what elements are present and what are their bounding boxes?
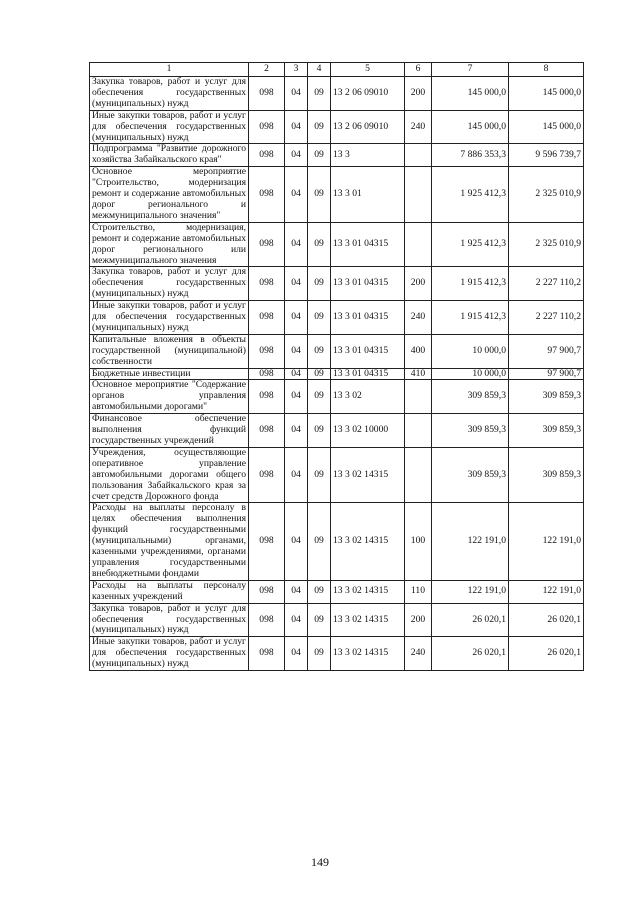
ministry-code-cell: 098 bbox=[249, 222, 285, 267]
row-name-cell: Основное мероприятие "Строительство, модернизация ремонт и содержание автомобильных дорог регионального и межмуниципального значения" bbox=[90, 167, 249, 223]
table-row bbox=[90, 110, 584, 144]
amount-cell: 97 900,7 bbox=[509, 368, 584, 380]
row-name-cell: Закупка товаров, работ и услуг для обеспечения государственных (муниципальных) нужд bbox=[90, 77, 249, 111]
row-name-cell: Расходы на выплаты персоналу в целях обеспечения выполнения функций государственными (муниципальными) органами, казенными учреждениями, органами управления государственными внебюджетными фондами bbox=[90, 503, 249, 580]
amount-cell: 1 915 412,3 bbox=[432, 267, 509, 301]
row-name-cell: Бюджетные инвестиции bbox=[90, 368, 249, 380]
amount-cell: 309 859,3 bbox=[509, 380, 584, 414]
ministry-code-cell: 098 bbox=[249, 267, 285, 301]
amount-cell: 26 020,1 bbox=[432, 637, 509, 671]
section-code-cell: 04 bbox=[285, 110, 308, 144]
budget-table bbox=[89, 62, 584, 671]
expense-type-cell bbox=[405, 167, 432, 223]
section-code-cell: 04 bbox=[285, 167, 308, 223]
column-header: 8 bbox=[509, 63, 584, 77]
table-row bbox=[90, 267, 584, 301]
expense-type-cell bbox=[405, 447, 432, 503]
row-name-cell: Учреждения, осуществляющие оперативное управление автомобильными дорогами общего пользования Забайкальского края за счет средств Дорожного фонда bbox=[90, 447, 249, 503]
row-name-cell: Иные закупки товаров, работ и услуг для обеспечения государственных (муниципальных) нужд bbox=[90, 110, 249, 144]
section-code-cell: 04 bbox=[285, 301, 308, 335]
column-header: 4 bbox=[308, 63, 331, 77]
column-header: 6 bbox=[405, 63, 432, 77]
target-article-cell: 13 3 01 04315 bbox=[331, 267, 405, 301]
table-row bbox=[90, 414, 584, 448]
ministry-code-cell: 098 bbox=[249, 580, 285, 603]
amount-cell: 2 227 110,2 bbox=[509, 267, 584, 301]
section-code-cell: 04 bbox=[285, 334, 308, 368]
target-article-cell: 13 3 01 04315 bbox=[331, 368, 405, 380]
amount-cell: 2 325 010,9 bbox=[509, 167, 584, 223]
section-code-cell: 04 bbox=[285, 77, 308, 111]
row-name-cell: Строительство, модернизация, ремонт и содержание автомобильных дорог регионального или межмуниципального значения bbox=[90, 222, 249, 267]
expense-type-cell: 200 bbox=[405, 77, 432, 111]
subsection-code-cell: 09 bbox=[308, 267, 331, 301]
subsection-code-cell: 09 bbox=[308, 110, 331, 144]
row-name-cell: Финансовое обеспечение выполнения функций государственных учреждений bbox=[90, 414, 249, 448]
target-article-cell: 13 3 01 bbox=[331, 167, 405, 223]
ministry-code-cell: 098 bbox=[249, 603, 285, 637]
column-header: 1 bbox=[90, 63, 249, 77]
section-code-cell: 04 bbox=[285, 603, 308, 637]
target-article-cell: 13 3 02 14315 bbox=[331, 637, 405, 671]
table-row bbox=[90, 144, 584, 167]
amount-cell: 26 020,1 bbox=[509, 603, 584, 637]
section-code-cell: 04 bbox=[285, 447, 308, 503]
target-article-cell: 13 2 06 09010 bbox=[331, 110, 405, 144]
target-article-cell: 13 3 01 04315 bbox=[331, 301, 405, 335]
amount-cell: 309 859,3 bbox=[432, 380, 509, 414]
table-row bbox=[90, 222, 584, 267]
subsection-code-cell: 09 bbox=[308, 580, 331, 603]
amount-cell: 122 191,0 bbox=[509, 580, 584, 603]
expense-type-cell bbox=[405, 144, 432, 167]
ministry-code-cell: 098 bbox=[249, 637, 285, 671]
section-code-cell: 04 bbox=[285, 637, 308, 671]
expense-type-cell: 240 bbox=[405, 637, 432, 671]
ministry-code-cell: 098 bbox=[249, 447, 285, 503]
ministry-code-cell: 098 bbox=[249, 503, 285, 580]
subsection-code-cell: 09 bbox=[308, 222, 331, 267]
ministry-code-cell: 098 bbox=[249, 110, 285, 144]
target-article-cell: 13 2 06 09010 bbox=[331, 77, 405, 111]
section-code-cell: 04 bbox=[285, 380, 308, 414]
ministry-code-cell: 098 bbox=[249, 414, 285, 448]
amount-cell: 9 596 739,7 bbox=[509, 144, 584, 167]
amount-cell: 309 859,3 bbox=[432, 447, 509, 503]
column-header: 7 bbox=[432, 63, 509, 77]
amount-cell: 309 859,3 bbox=[509, 414, 584, 448]
row-name-cell: Закупка товаров, работ и услуг для обеспечения государственных (муниципальных) нужд bbox=[90, 603, 249, 637]
ministry-code-cell: 098 bbox=[249, 334, 285, 368]
target-article-cell: 13 3 02 10000 bbox=[331, 414, 405, 448]
section-code-cell: 04 bbox=[285, 222, 308, 267]
subsection-code-cell: 09 bbox=[308, 503, 331, 580]
expense-type-cell: 240 bbox=[405, 301, 432, 335]
column-header: 5 bbox=[331, 63, 405, 77]
table-row bbox=[90, 368, 584, 380]
amount-cell: 309 859,3 bbox=[432, 414, 509, 448]
row-name-cell: Иные закупки товаров, работ и услуг для обеспечения государственных (муниципальных) нужд bbox=[90, 301, 249, 335]
amount-cell: 122 191,0 bbox=[432, 580, 509, 603]
amount-cell: 2 325 010,9 bbox=[509, 222, 584, 267]
amount-cell: 122 191,0 bbox=[432, 503, 509, 580]
column-header: 2 bbox=[249, 63, 285, 77]
expense-type-cell: 200 bbox=[405, 267, 432, 301]
subsection-code-cell: 09 bbox=[308, 380, 331, 414]
subsection-code-cell: 09 bbox=[308, 301, 331, 335]
target-article-cell: 13 3 02 14315 bbox=[331, 580, 405, 603]
subsection-code-cell: 09 bbox=[308, 144, 331, 167]
amount-cell: 10 000,0 bbox=[432, 334, 509, 368]
expense-type-cell: 100 bbox=[405, 503, 432, 580]
target-article-cell: 13 3 bbox=[331, 144, 405, 167]
table-row bbox=[90, 301, 584, 335]
page-number: 149 bbox=[311, 855, 329, 869]
expense-type-cell: 240 bbox=[405, 110, 432, 144]
section-code-cell: 04 bbox=[285, 144, 308, 167]
expense-type-cell bbox=[405, 222, 432, 267]
amount-cell: 1 925 412,3 bbox=[432, 167, 509, 223]
column-header: 3 bbox=[285, 63, 308, 77]
subsection-code-cell: 09 bbox=[308, 334, 331, 368]
target-article-cell: 13 3 01 04315 bbox=[331, 334, 405, 368]
section-code-cell: 04 bbox=[285, 414, 308, 448]
expense-type-cell: 410 bbox=[405, 368, 432, 380]
target-article-cell: 13 3 02 bbox=[331, 380, 405, 414]
expense-type-cell bbox=[405, 414, 432, 448]
target-article-cell: 13 3 02 14315 bbox=[331, 503, 405, 580]
table-row bbox=[90, 167, 584, 223]
row-name-cell: Подпрограмма "Развитие дорожного хозяйства Забайкальского края" bbox=[90, 144, 249, 167]
subsection-code-cell: 09 bbox=[308, 77, 331, 111]
amount-cell: 145 000,0 bbox=[432, 110, 509, 144]
row-name-cell: Иные закупки товаров, работ и услуг для обеспечения государственных (муниципальных) нужд bbox=[90, 637, 249, 671]
subsection-code-cell: 09 bbox=[308, 368, 331, 380]
amount-cell: 145 000,0 bbox=[432, 77, 509, 111]
ministry-code-cell: 098 bbox=[249, 301, 285, 335]
table-row bbox=[90, 380, 584, 414]
subsection-code-cell: 09 bbox=[308, 167, 331, 223]
ministry-code-cell: 098 bbox=[249, 144, 285, 167]
subsection-code-cell: 09 bbox=[308, 637, 331, 671]
table-row bbox=[90, 503, 584, 580]
expense-type-cell: 400 bbox=[405, 334, 432, 368]
subsection-code-cell: 09 bbox=[308, 603, 331, 637]
amount-cell: 10 000,0 bbox=[432, 368, 509, 380]
table-header-row bbox=[90, 63, 584, 77]
table-row bbox=[90, 334, 584, 368]
table-row bbox=[90, 580, 584, 603]
section-code-cell: 04 bbox=[285, 368, 308, 380]
ministry-code-cell: 098 bbox=[249, 77, 285, 111]
amount-cell: 309 859,3 bbox=[509, 447, 584, 503]
amount-cell: 2 227 110,2 bbox=[509, 301, 584, 335]
amount-cell: 26 020,1 bbox=[432, 603, 509, 637]
table-row bbox=[90, 77, 584, 111]
target-article-cell: 13 3 02 14315 bbox=[331, 603, 405, 637]
row-name-cell: Расходы на выплаты персоналу казенных учреждений bbox=[90, 580, 249, 603]
ministry-code-cell: 098 bbox=[249, 380, 285, 414]
row-name-cell: Основное мероприятие "Содержание органов управления автомобильными дорогами" bbox=[90, 380, 249, 414]
subsection-code-cell: 09 bbox=[308, 414, 331, 448]
ministry-code-cell: 098 bbox=[249, 167, 285, 223]
section-code-cell: 04 bbox=[285, 503, 308, 580]
section-code-cell: 04 bbox=[285, 580, 308, 603]
table-body bbox=[90, 77, 584, 671]
section-code-cell: 04 bbox=[285, 267, 308, 301]
amount-cell: 122 191,0 bbox=[509, 503, 584, 580]
amount-cell: 145 000,0 bbox=[509, 110, 584, 144]
row-name-cell: Закупка товаров, работ и услуг для обеспечения государственных (муниципальных) нужд bbox=[90, 267, 249, 301]
table-row bbox=[90, 637, 584, 671]
expense-type-cell: 110 bbox=[405, 580, 432, 603]
amount-cell: 97 900,7 bbox=[509, 334, 584, 368]
target-article-cell: 13 3 02 14315 bbox=[331, 447, 405, 503]
subsection-code-cell: 09 bbox=[308, 447, 331, 503]
table-row bbox=[90, 603, 584, 637]
expense-type-cell: 200 bbox=[405, 603, 432, 637]
expense-type-cell bbox=[405, 380, 432, 414]
amount-cell: 145 000,0 bbox=[509, 77, 584, 111]
amount-cell: 26 020,1 bbox=[509, 637, 584, 671]
amount-cell: 1 925 412,3 bbox=[432, 222, 509, 267]
target-article-cell: 13 3 01 04315 bbox=[331, 222, 405, 267]
row-name-cell: Капитальные вложения в объекты государственной (муниципальной) собственности bbox=[90, 334, 249, 368]
amount-cell: 7 886 353,3 bbox=[432, 144, 509, 167]
amount-cell: 1 915 412,3 bbox=[432, 301, 509, 335]
ministry-code-cell: 098 bbox=[249, 368, 285, 380]
table-row bbox=[90, 447, 584, 503]
